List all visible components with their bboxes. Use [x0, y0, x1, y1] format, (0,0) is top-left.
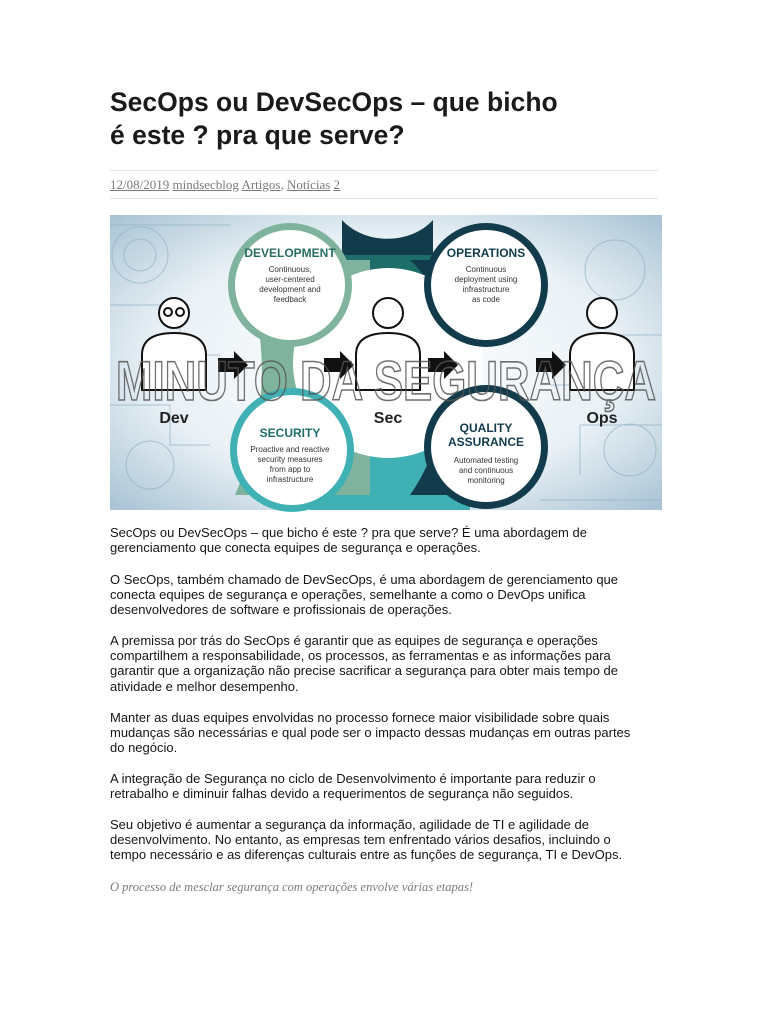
italic-caption: O processo de mesclar segurança com operações envolve várias etapas! [110, 880, 473, 894]
category-link-artigos[interactable]: Artigos [241, 177, 281, 192]
svg-text:and continuous: and continuous [458, 466, 514, 475]
svg-text:DEVELOPMENT: DEVELOPMENT [244, 246, 336, 260]
svg-text:monitoring: monitoring [467, 476, 505, 485]
paragraph-3: A premissa por trás do SecOps é garantir que as equipes de segurança e operações compartilhem a responsabilidade, os processos, as ferramentas e as informações para garantir que a organização não precise sacrificar a segurança para obter mais tempo de atividade e melhor desempenho. [110, 633, 619, 694]
dev-label: Dev [159, 410, 189, 427]
svg-text:deployment using: deployment using [454, 275, 518, 284]
title-line-2: é este ? pra que serve? [110, 120, 405, 150]
svg-text:as code: as code [471, 295, 501, 304]
paragraph-5: A integração de Segurança no ciclo de Desenvolvimento é importante para reduzir o retrabalho e diminuir falhas devido a requerimentos de segurança não seguidos. [110, 771, 596, 802]
post-author-link[interactable]: mindsecblog [172, 177, 239, 192]
svg-text:infrastructure: infrastructure [266, 475, 314, 484]
svg-text:Proactive and reactive: Proactive and reactive [250, 445, 330, 454]
title-divider [110, 170, 658, 171]
svg-text:development and: development and [259, 285, 321, 294]
meta-divider [110, 198, 658, 199]
svg-text:QUALITY: QUALITY [459, 421, 513, 435]
svg-text:Continuous,: Continuous, [268, 265, 312, 274]
svg-text:SECURITY: SECURITY [259, 426, 321, 440]
article-title [110, 86, 658, 152]
devsecops-diagram [110, 215, 662, 510]
paragraph-2: O SecOps, também chamado de DevSecOps, é uma abordagem de gerenciamento que conecta equipes de segurança e operações, semelhante a como o DevOps unifica desenvolvedores de software e profissionais de operações. [110, 572, 619, 618]
svg-text:Automated testing: Automated testing [453, 456, 519, 465]
quadrant-development [228, 223, 352, 347]
svg-text:feedback: feedback [273, 295, 307, 304]
ops-label: Ops [586, 410, 618, 427]
svg-text:Continuous: Continuous [465, 265, 507, 274]
svg-text:ASSURANCE: ASSURANCE [447, 435, 525, 449]
title-line-1: SecOps ou DevSecOps – que bicho [110, 87, 558, 117]
post-meta: 12/08/2019 mindsecblog Artigos, Notícias 2 [110, 177, 341, 192]
category-link-noticias[interactable]: Notícias [286, 177, 331, 192]
paragraph-4: Manter as duas equipes envolvidas no processo fornece maior visibilidade sobre quais mudanças são necessárias e qual pode ser o impacto dessas mudanças em outras partes do negócio. [110, 710, 631, 756]
quadrant-operations [424, 223, 548, 347]
watermark-text: MINUTO DA SEGURANÇA [116, 349, 656, 412]
paragraph-1: SecOps ou DevSecOps – que bicho é este ? pra que serve? É uma abordagem de gerenciamento que conecta equipes de segurança e operações. [110, 525, 587, 556]
svg-text:OPERATIONS: OPERATIONS [446, 246, 526, 260]
svg-text:from app to: from app to [269, 465, 311, 474]
svg-text:user-centered: user-centered [265, 275, 315, 284]
post-date-link[interactable]: 12/08/2019 [110, 177, 170, 192]
comments-count-link[interactable]: 2 [333, 177, 341, 192]
paragraph-6: Seu objetivo é aumentar a segurança da informação, agilidade de TI e agilidade de desenvolvimento. No entanto, as empresas tem enfrentado vários desafios, incluindo o tempo necessário e as diferenças culturais entre as funções de segurança, TI e DevOps. [110, 817, 623, 863]
sec-label: Sec [373, 410, 403, 427]
svg-text:security measures: security measures [257, 455, 323, 464]
svg-text:infrastructure: infrastructure [462, 285, 510, 294]
